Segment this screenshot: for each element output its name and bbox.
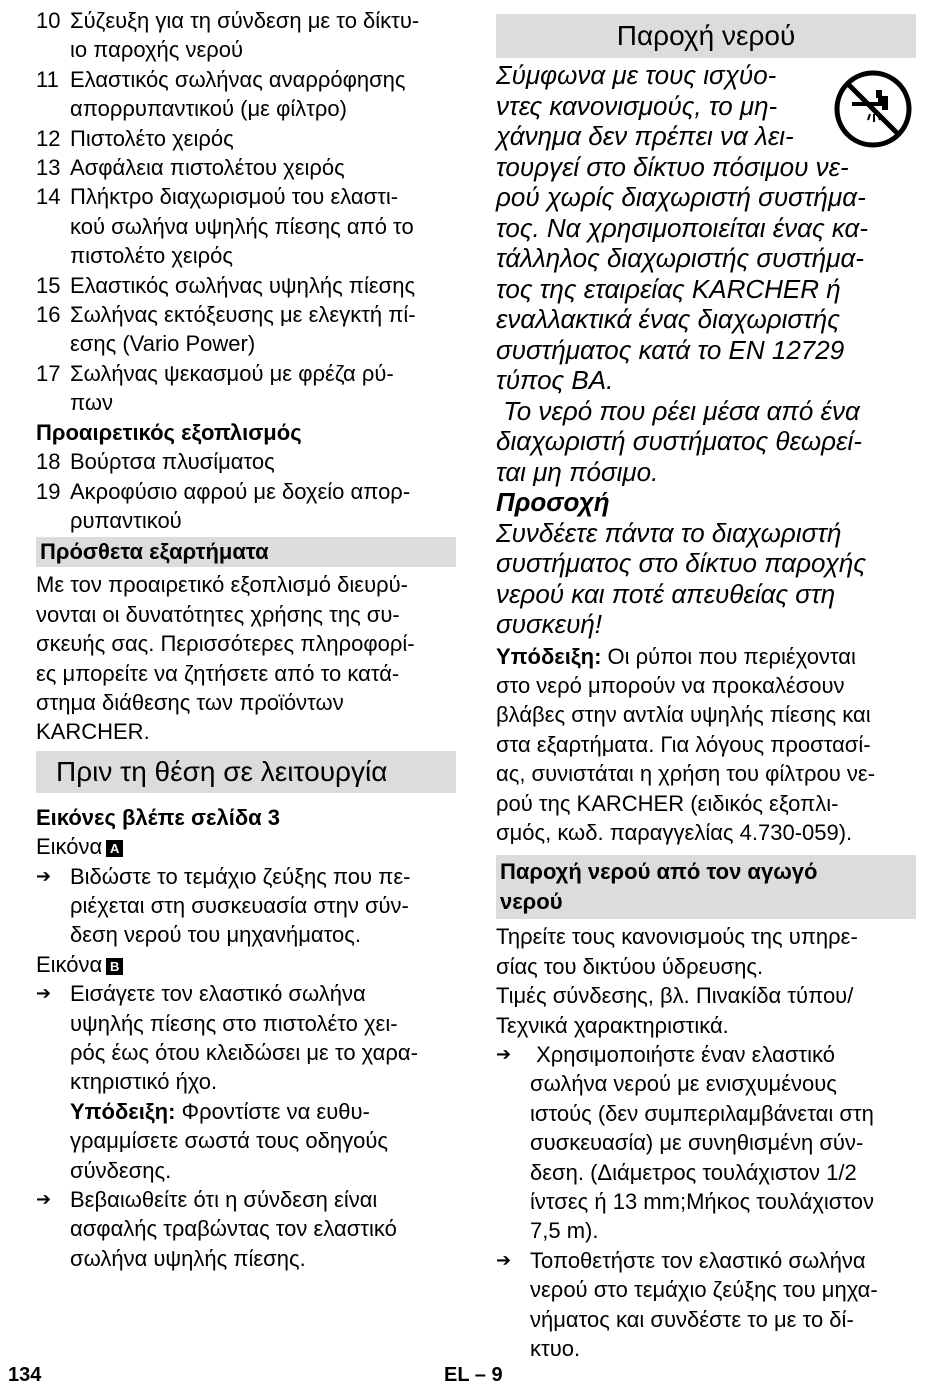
warning-line: ται μη πόσιμο. [496, 456, 659, 487]
item-number: 11 [36, 66, 59, 92]
footer-language: EL [444, 1364, 470, 1386]
step-b1-text [70, 979, 456, 1097]
list-item [36, 447, 456, 476]
caution-line: συστήματος στο δίκτυο παροχής [496, 548, 866, 578]
step-b2-line: ασφαλής τραβώντας τον ελαστικό [70, 1216, 397, 1242]
item-text-line: Πλήκτρο διαχωρισμού του ελαστι- [70, 184, 399, 210]
warning-line: τος. Να χρησιμοποιείται ένας κα- [496, 212, 869, 243]
parts-list [36, 6, 456, 418]
figures-reference: Εικόνες βλέπε σελίδα 3 [36, 804, 281, 830]
figure-a-letter-icon: A [106, 840, 123, 857]
list-item [36, 6, 456, 65]
item-text [70, 447, 456, 476]
item-number: 13 [36, 155, 61, 181]
item-text [70, 300, 456, 359]
warning-line: χάνημα δεν πρέπει να λει- [496, 121, 794, 151]
caution-line: Συνδέετε πάντα το διαχωριστή [496, 517, 842, 548]
footer-section [444, 1364, 503, 1387]
item-text [70, 153, 456, 182]
accessories-text-line: ες μπορείτε να ζητήσετε από το κατά- [36, 660, 400, 686]
note-line: στο νερό μπορούν να προκαλέσουν [496, 672, 845, 698]
step-r1-line: δεση. (Διάμετρος τουλάχιστον 1/2 [530, 1159, 857, 1185]
step-b1-line: ρός έως ότου κλειδώσει με το χαρα- [70, 1040, 418, 1065]
mains-heading-line: νερού [500, 889, 563, 915]
left-column [36, 6, 456, 1273]
warning-line: τύπος BA. [496, 365, 614, 395]
no-drinking-water-icon [832, 68, 914, 150]
step-a1 [36, 862, 456, 950]
list-item [36, 271, 456, 300]
water-supply-heading: Παροχή νερού [496, 14, 916, 58]
caution-line: συσκευή! [496, 609, 603, 639]
note-label: Υπόδειξη: [496, 643, 602, 669]
note-text: Οι ρύποι που περιέχονται [601, 643, 856, 669]
step-r1-line: συσκευασία) με συνηθισμένη σύν- [530, 1130, 864, 1156]
warning-line: τος της εταιρείας KARCHER ή [496, 273, 841, 304]
note-line: στα εξαρτήματα. Για λόγους προστασί- [496, 731, 871, 757]
item-text-line: Ελαστικός σωλήνας υψηλής πίεσης [70, 272, 416, 298]
item-number: 10 [36, 8, 61, 33]
item-text [70, 65, 456, 124]
note-text-rest [70, 1126, 456, 1185]
item-text-line: εσης (Vario Power) [70, 331, 256, 357]
note-block [496, 642, 916, 848]
mains-water-text [496, 922, 916, 1040]
item-text-line: Σωλήνας ψεκασμού με φρέζα ρύ- [70, 360, 394, 386]
step-text [530, 1040, 916, 1246]
list-item [36, 124, 456, 153]
item-text-line: πων [70, 390, 114, 416]
step-r2 [496, 1246, 916, 1364]
warning-line: τουργεί στο δίκτυο πόσιμου νε- [496, 151, 849, 182]
warning-line: Το νερό που ρέει μέσα από ένα [496, 395, 860, 426]
caution-heading: Προσοχή [496, 487, 610, 517]
item-text-line: Βούρτσα πλυσίματος [70, 449, 275, 475]
note-label: Υπόδειξη: [70, 1098, 176, 1124]
item-text [70, 182, 456, 270]
accessories-heading: Πρόσθετα εξαρτήματα [36, 537, 456, 567]
step-r2-line: κτυο. [530, 1336, 581, 1362]
list-item [36, 300, 456, 359]
warning-line: τάλληλος διαχωριστής συστήμα- [496, 243, 864, 273]
item-number: 16 [36, 302, 61, 328]
item-number: 19 [36, 478, 61, 504]
warning-line: ντες κανονισμούς, το μη- [496, 90, 778, 121]
step-r1 [496, 1040, 916, 1246]
step-r1-line: ίντσες ή 13 mm;Μήκος τουλάχιστον [530, 1189, 874, 1214]
item-text-line: Ασφάλεια πιστολέτου χειρός [70, 155, 345, 181]
warning-line: Σύμφωνα με τους ισχύο- [496, 60, 777, 90]
figure-b-letter-icon: B [106, 958, 123, 975]
item-text-line: Σωλήνας εκτόξευσης με ελεγκτή πί- [70, 302, 416, 328]
item-text-line: πιστολέτο χειρός [70, 243, 233, 269]
accessories-text-line: νονται οι δυνατότητες χρήσης της συ- [36, 601, 400, 627]
step-r1-line: ιστούς (δεν συμπεριλαμβάνεται στη [530, 1100, 874, 1126]
step-text [70, 979, 456, 1185]
optional-equipment-heading: Προαιρετικός εξοπλισμός [36, 419, 302, 445]
list-item [36, 182, 456, 270]
step-b1 [36, 979, 456, 1185]
step-r2-line: νήματος και συνδέστε το με το δί- [530, 1306, 854, 1332]
optional-parts-list [36, 447, 456, 535]
mains-water-heading [496, 855, 916, 919]
step-b2-line: σωλήνα υψηλής πίεσης. [70, 1245, 306, 1271]
item-text [70, 124, 456, 153]
note-line: σμός, κωδ. παραγγελίας 4.730-059). [496, 819, 853, 845]
step-b1-line: υψηλής πίεσης στο πιστολέτο χει- [70, 1010, 398, 1036]
note-b-line: σύνδεσης. [70, 1157, 172, 1183]
arrow-icon: ➔ [36, 865, 52, 886]
caution-text [496, 518, 916, 640]
warning-line: εναλλακτικά ένας διαχωριστής [496, 304, 840, 334]
item-text-line: Ελαστικός σωλήνας αναρρόφησης [70, 66, 406, 92]
figure-b-label [36, 950, 456, 979]
mains-text-line: Τεχνικά χαρακτηριστικά. [496, 1012, 729, 1038]
item-text [70, 477, 456, 536]
step-r2-line: νερού στο τεμάχιο ζεύξης του μηχα- [530, 1277, 878, 1303]
item-text-line: Ακροφύσιο αφρού με δοχείο απορ- [70, 478, 411, 504]
step-r1-line: σωλήνα νερού με ενισχυμένους [530, 1071, 837, 1097]
list-item [36, 153, 456, 182]
step-b2-line: Βεβαιωθείτε ότι η σύνδεση είναι [70, 1187, 378, 1213]
figure-label-text: Εικόνα [36, 951, 103, 977]
arrow-icon: ➔ [496, 1043, 512, 1064]
page-number: 134 [8, 1364, 42, 1386]
step-a1-line: ριέχεται στη συσκευασία στην σύν- [70, 892, 409, 918]
arrow-icon: ➔ [36, 1189, 52, 1210]
accessories-text-line: KARCHER. [36, 719, 150, 745]
note-text-rest [496, 671, 916, 847]
note-line: ρού της KARCHER (ειδικός εξοπλι- [496, 790, 839, 816]
arrow-icon: ➔ [496, 1249, 512, 1270]
item-text-line: ρυπαντικού [70, 507, 182, 533]
list-item [36, 359, 456, 418]
step-b1-note [70, 1097, 456, 1126]
step-text [70, 1185, 456, 1273]
step-b1-line: κτηριστικό ήχο. [70, 1069, 218, 1095]
step-text [530, 1246, 916, 1364]
note-text: Φροντίστε να ευθυ- [175, 1098, 370, 1124]
warning-line: ρού χωρίς διαχωριστή συστήμα- [496, 182, 866, 212]
accessories-text-line: Με τον προαιρετικό εξοπλισμό διευρύ- [36, 572, 408, 598]
figure-label-text: Εικόνα [36, 834, 103, 860]
list-item [36, 477, 456, 536]
item-text-line: Σύζευξη για τη σύνδεση με το δίκτυ- [70, 8, 420, 33]
mains-text-line: Τιμές σύνδεσης, βλ. Πινακίδα τύπου/ [496, 983, 854, 1009]
step-b1-line: Εισάγετε τον ελαστικό σωλήνα [70, 981, 366, 1007]
footer-section-page: – 9 [474, 1364, 503, 1386]
item-text-line: ιο παροχής νερού [70, 37, 244, 63]
arrow-icon: ➔ [36, 983, 52, 1004]
note-line: ας, συνιστάται η χρήση του φίλτρου νε- [496, 761, 876, 787]
note-line: βλάβες στην αντλία υψηλής πίεσης και [496, 702, 871, 728]
step-b2 [36, 1185, 456, 1273]
accessories-text-line: σκευής σας. Περισσότερες πληροφορί- [36, 631, 415, 657]
step-r1-line: 7,5 m). [530, 1218, 599, 1244]
note-b-line: γραμμίσετε σωστά τους οδηγούς [70, 1128, 388, 1154]
item-text-line: κού σωλήνα υψηλής πίεσης από το [70, 213, 414, 239]
step-a1-line: δεση νερού του μηχανήματος. [70, 922, 361, 948]
item-number: 18 [36, 449, 61, 475]
item-text [70, 271, 456, 300]
item-number: 12 [36, 125, 61, 151]
step-a1-line: Βιδώστε το τεμάχιο ζεύξης που πε- [70, 863, 411, 889]
item-number: 15 [36, 272, 61, 298]
item-text-line: Πιστολέτο χειρός [70, 125, 234, 151]
item-number: 17 [36, 360, 61, 386]
caution-line: νερού και ποτέ απευθείας στη [496, 578, 836, 609]
mains-text-line: Τηρείτε τους κανονισμούς της υπηρε- [496, 924, 858, 950]
item-number: 14 [36, 184, 61, 210]
accessories-text-line: στημα διάθεσης των προϊόντων [36, 689, 344, 715]
warning-line: συστήματος κατά το EN 12729 [496, 334, 845, 365]
before-start-heading: Πριν τη θέση σε λειτουργία [36, 751, 456, 793]
step-text [70, 862, 456, 950]
warning-line: διαχωριστή συστήματος θεωρεί- [496, 426, 862, 456]
item-text [70, 6, 456, 65]
figure-a-label [36, 832, 456, 861]
right-column [496, 6, 916, 1363]
mains-heading-line: Παροχή νερού από τον αγωγό [500, 859, 818, 885]
list-item [36, 65, 456, 124]
step-r1-line: Χρησιμοποιήστε έναν ελαστικό [530, 1041, 835, 1067]
step-r2-line: Τοποθετήστε τον ελαστικό σωλήνα [530, 1247, 866, 1273]
mains-text-line: σίας του δικτύου ύδρευσης. [496, 953, 764, 979]
accessories-text [36, 570, 456, 746]
item-text-line: απορρυπαντικού (με φίλτρο) [70, 96, 347, 122]
item-text [70, 359, 456, 418]
